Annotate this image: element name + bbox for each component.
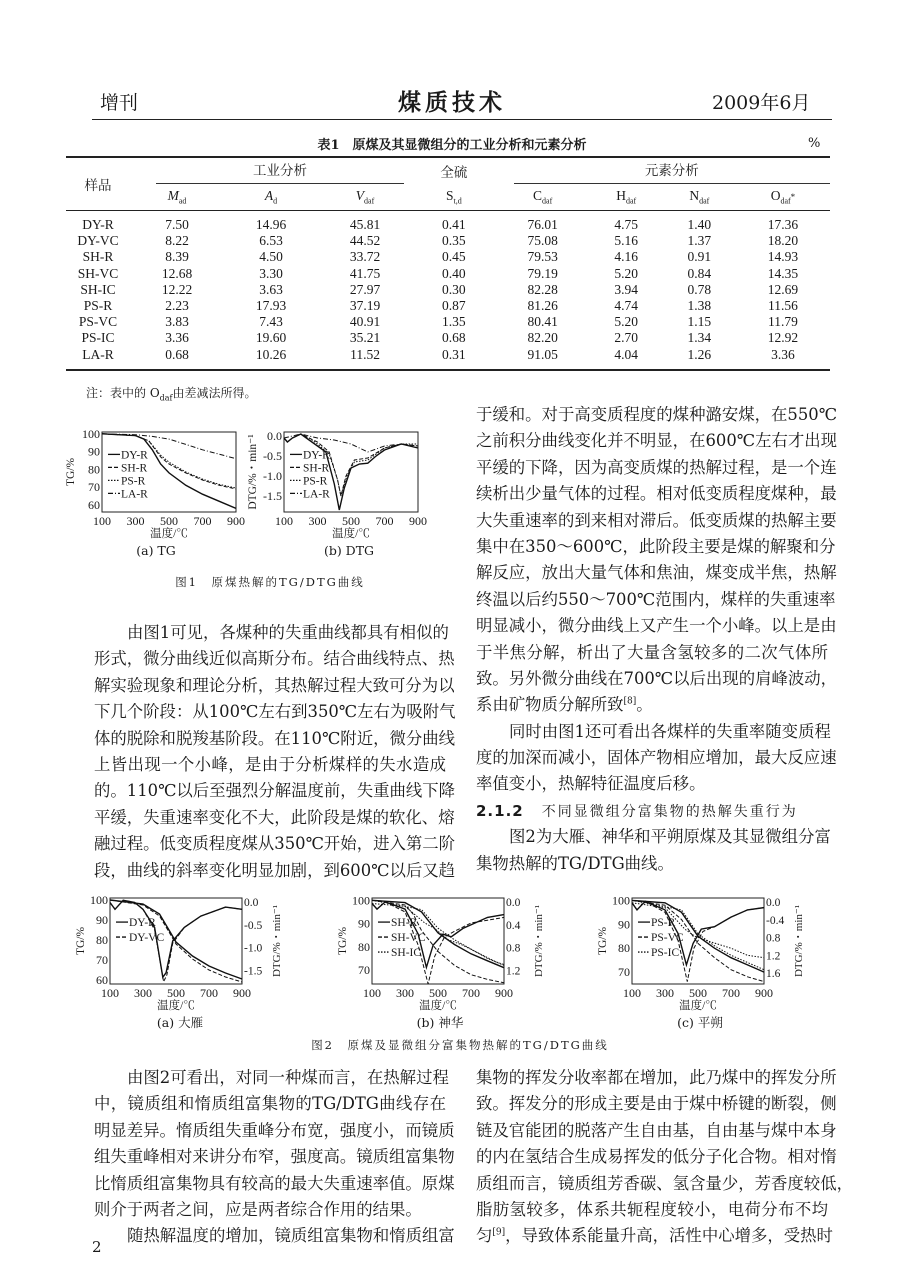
value-cell: 0.35	[442, 233, 466, 249]
x-axis-label: 温度/℃	[679, 1000, 717, 1012]
y-axis-label: DTG/%・min⁻¹	[247, 434, 259, 510]
table-title: 表1 原煤及其显微组分的工业分析和元素分析	[317, 138, 587, 153]
x-tick-label: 100	[363, 986, 381, 1000]
value-cell: 2.70	[614, 330, 639, 346]
text-line: 明显减小，微分曲线上又产生一个小峰。以上是由	[476, 616, 837, 636]
value-cell: 14.96	[255, 217, 287, 233]
y-tick-label: 70	[618, 965, 630, 980]
value-cell: 91.05	[496, 347, 590, 370]
sample-cell: PS-R	[83, 298, 113, 314]
x-tick-label: 700	[722, 986, 740, 1000]
value-cell: 4.50	[259, 249, 283, 265]
y-tick-label: 100	[82, 426, 100, 441]
value-cell: 4.04	[590, 347, 663, 370]
table-row	[66, 314, 830, 330]
fig2a-chart	[75, 890, 300, 1012]
sample-cell: SH-R	[82, 249, 114, 265]
column-symbol: A	[264, 188, 274, 204]
column-symbol: H	[616, 188, 626, 204]
table-row	[66, 211, 830, 234]
x-tick-label: 500	[689, 986, 707, 1000]
sample-cell: SH-VC	[77, 265, 119, 281]
text-line: 平缓的下降，因为高变质煤的热解过程，是一个连	[476, 457, 837, 477]
value-cell: 0.84	[687, 265, 712, 281]
column-header	[412, 184, 496, 211]
fig2c-subcaption: (c) 平朔	[677, 1015, 723, 1030]
text-line: 终温以后约550～700℃范围内，煤样的失重速率	[476, 589, 836, 609]
value-cell: 4.75	[614, 217, 639, 233]
y2-tick-label: -1.5	[244, 965, 263, 978]
value-cell: 10.26	[224, 347, 318, 370]
text-span: 匀	[476, 1226, 493, 1246]
value-cell: 40.91	[349, 314, 381, 330]
column-symbol: M	[167, 188, 179, 204]
legend-label: DY-VC	[129, 932, 165, 945]
running-header-left: 增刊	[100, 92, 139, 114]
legend-label: DY-R	[129, 917, 156, 930]
text-line: 组失重峰相对来讲分布窄，强度高。镜质组富集物	[94, 1147, 455, 1167]
text-line: 随热解温度的增加，镜质组富集物和惰质组富	[127, 1226, 455, 1246]
text-line: 续析出少量气体的过程。相对低变质程度煤种，最	[476, 484, 837, 504]
value-cell: 0.87	[442, 298, 466, 314]
fig2a-subcaption: (a) 大雁	[156, 1015, 204, 1030]
value-cell: 17.36	[767, 217, 799, 233]
text-line: 平缓，失重速率变化不大，此阶段是煤的软化、熔	[94, 807, 455, 827]
y-tick-label: 90	[618, 917, 630, 932]
value-cell: 8.39	[165, 249, 189, 265]
text-span: 系由矿物质分解所致	[476, 695, 624, 715]
text-line: 上皆出现一个小峰，是由于分析煤样的失水造成	[94, 754, 446, 774]
value-cell: 1.26	[663, 347, 736, 370]
y2-tick-label: 0.4	[506, 919, 521, 932]
text-line: 解反应，放出大量气体和焦油，煤变成半焦，热解	[476, 563, 837, 583]
text-line: 下几个阶段：从100℃左右到350℃左右为吸附气	[94, 702, 456, 722]
text-line	[476, 692, 828, 718]
legend-label: SH-R	[391, 917, 418, 930]
value-cell: 1.35	[442, 314, 466, 330]
fig1-caption: 图1 原煤热解的TG/DTG曲线	[175, 575, 365, 589]
text-line	[476, 1223, 833, 1249]
table-row	[66, 298, 830, 314]
x-tick-label: 100	[101, 986, 119, 1000]
value-cell: 4.16	[614, 249, 639, 265]
value-cell: 17.93	[255, 298, 287, 314]
text-line: 中，镜质组和惰质组富集物的TG/DTG曲线存在	[94, 1094, 446, 1114]
column-header	[663, 184, 736, 211]
sample-cell: SH-IC	[80, 281, 116, 297]
value-cell: 1.38	[687, 298, 712, 314]
x-axis-label: 温度/℃	[332, 528, 370, 540]
y-tick-label: 80	[88, 462, 100, 477]
text-span: 。	[636, 695, 653, 715]
value-cell: 76.01	[527, 217, 558, 233]
text-line: 集物热解的TG/DTG曲线。	[476, 853, 674, 873]
journal-title: 煤质技术	[398, 89, 506, 116]
y2-tick-label: 1.6	[766, 968, 781, 981]
table-row	[66, 249, 830, 265]
y-axis-label: TG/%	[75, 926, 87, 956]
section-number: 2.1.2	[476, 801, 524, 820]
table-row	[66, 282, 830, 298]
text-span: ，导致体系能量升高，活性中心增多，受热时	[505, 1226, 833, 1246]
y-tick-label: 100	[612, 893, 630, 908]
y2-tick-label: 1.2	[506, 965, 521, 978]
citation: [8]	[623, 696, 637, 707]
value-cell: 1.15	[687, 314, 712, 330]
table-row	[66, 330, 830, 346]
column-headers	[66, 184, 830, 211]
y2-tick-label: -0.4	[766, 914, 785, 927]
sample-cell: PS-VC	[78, 314, 118, 330]
legend-label: DY-R	[303, 449, 330, 462]
y2-tick-label: -1.0	[244, 942, 263, 955]
text-line: 于缓和。对于高变质程度的煤种潞安煤，在550℃	[476, 405, 838, 424]
table-note	[86, 384, 257, 402]
text-line: 集中在350～600℃，此阶段主要是煤的解聚和分	[476, 536, 836, 556]
text-line: 的内在氢结合生成易挥发的低分子化合物。相对惰	[476, 1147, 837, 1167]
value-cell: 7.43	[259, 314, 283, 330]
value-cell: 80.41	[527, 314, 558, 330]
text-line: 于半焦分解，析出了大量含氢较多的二次气体所	[476, 642, 828, 662]
x-tick-label: 100	[93, 514, 111, 528]
legend-label: DY-R	[121, 449, 148, 462]
x-tick-label: 900	[495, 986, 513, 1000]
y2-tick-label: 0.0	[244, 897, 259, 909]
value-cell: 12.22	[161, 281, 193, 297]
value-cell: 75.08	[527, 233, 558, 249]
fig1b-subcaption: (b) DTG	[323, 543, 375, 558]
text-line: 率值变小，热解特征温度后移。	[476, 774, 706, 794]
running-header-date: 2009年6月	[712, 92, 811, 114]
fig2b-chart	[337, 890, 562, 1012]
y2-axis-label: DTG/%・min⁻¹	[533, 904, 545, 978]
y-tick-label: 100	[352, 893, 370, 908]
y-tick-label: 70	[88, 480, 100, 495]
text-line: 融过程。低变质程度煤从350℃开始，进入第二阶	[94, 834, 456, 854]
text-line: 同时由图1还可看出各煤样的失重率随变质程	[509, 721, 831, 741]
value-cell: 82.28	[527, 281, 558, 297]
legend-label: LA-R	[303, 488, 330, 501]
text-line: 形式，微分曲线近似高斯分布。结合曲线特点、热	[94, 649, 455, 669]
value-cell: 14.35	[767, 265, 799, 281]
value-cell: 4.74	[614, 298, 639, 314]
x-tick-label: 700	[193, 514, 212, 528]
x-tick-label: 500	[167, 986, 185, 1000]
value-cell: 12.69	[767, 281, 799, 297]
x-tick-label: 300	[308, 514, 327, 528]
legend-label: SH-R	[303, 462, 330, 475]
sample-cell: DY-VC	[77, 233, 119, 249]
text-line: 的。110℃以后至强烈分解温度前，失重曲线下降	[94, 781, 456, 801]
column-header	[590, 184, 663, 211]
column-symbol: N	[689, 188, 700, 204]
legend-label: SH-IC	[391, 947, 422, 960]
fig1b-dtg-chart	[247, 422, 438, 540]
legend-label: SH-R	[121, 462, 148, 475]
value-cell: 35.21	[349, 330, 381, 346]
value-cell: 5.20	[614, 265, 639, 281]
y2-tick-label: 1.2	[766, 950, 781, 963]
column-symbol: V	[355, 188, 365, 204]
page-number: 2	[92, 1238, 102, 1256]
y-axis-label: TG/%	[65, 457, 77, 487]
x-tick-label: 300	[656, 986, 674, 1000]
y-tick-label: 80	[96, 933, 108, 947]
value-cell: 0.68	[442, 330, 466, 346]
y2-axis-label: DTG/%・min⁻¹	[793, 904, 805, 978]
x-tick-label: 100	[275, 514, 293, 528]
y-axis-label: TG/%	[337, 926, 349, 956]
sample-cell: LA-R	[66, 347, 130, 370]
fig2c-chart	[597, 890, 822, 1012]
value-cell: 14.93	[767, 249, 799, 265]
analysis-table	[66, 156, 830, 371]
y2-tick-label: -0.5	[244, 919, 263, 932]
text-line: 集物的挥发分收率都在增加，此乃煤中的挥发分所	[476, 1068, 837, 1087]
table-unit: %	[808, 136, 821, 151]
value-cell: 1.34	[687, 330, 712, 346]
value-cell: 27.97	[349, 281, 381, 297]
value-cell: 41.75	[349, 265, 381, 281]
table-body	[66, 211, 830, 370]
note-sub: daf	[159, 393, 173, 403]
x-tick-label: 700	[200, 986, 218, 1000]
value-cell: 45.81	[349, 217, 381, 233]
value-cell: 0.91	[687, 249, 712, 265]
text-line: 链及官能团的脱落产生自由基，自由基与煤中本身	[476, 1120, 837, 1140]
value-cell: 81.26	[527, 298, 558, 314]
x-tick-label: 900	[755, 986, 773, 1000]
value-cell: 12.68	[161, 265, 193, 281]
value-cell: 79.19	[527, 265, 558, 281]
text-line: 脂肪氢较多，体系共轭程度较小，电荷分布不均	[476, 1199, 828, 1219]
note-text: 注：表中的 O	[86, 386, 160, 400]
text-line: 体的脱除和脱羧基阶段。在110℃附近，微分曲线	[94, 728, 456, 748]
column-subscript: daf	[625, 196, 637, 206]
y-tick-label: 80	[618, 941, 630, 956]
legend-label: PS-VC	[651, 932, 684, 945]
legend-label: PS-IC	[651, 947, 680, 960]
text-line: 解实验现象和理论分析，其热解过程大致可分为以	[94, 675, 455, 695]
y-tick-label: 80	[358, 939, 370, 954]
group-proximate: 工业分析	[156, 159, 404, 184]
column-subscript: ad	[178, 196, 187, 206]
text-left-top	[94, 620, 456, 884]
text-line: 由图2可看出，对同一种煤而言，在热解过程	[127, 1068, 449, 1087]
column-subscript: d	[273, 196, 278, 206]
text-line: 段，曲线的斜率变化明显加剧，到600℃以后又趋	[94, 860, 456, 880]
y-tick-label: -1.5	[263, 489, 282, 503]
x-tick-label: 700	[462, 986, 480, 1000]
value-cell: 7.50	[165, 217, 189, 233]
y-tick-label: 60	[88, 497, 100, 512]
fig1a-tg-chart	[65, 422, 256, 540]
column-header	[224, 184, 318, 211]
group-ultimate: 元素分析	[514, 159, 830, 184]
value-cell: 0.68	[130, 347, 224, 370]
note-text-end: 由差减法所得。	[172, 386, 257, 400]
text-line: 度的加深而减小，固体产物相应增加，最大反应速	[476, 748, 837, 768]
value-cell: 3.36	[736, 347, 830, 370]
value-cell: 0.41	[442, 217, 466, 233]
value-cell: 3.83	[165, 314, 189, 330]
value-cell: 18.20	[767, 233, 799, 249]
y2-tick-label: 0.8	[766, 932, 781, 945]
value-cell: 0.78	[687, 281, 712, 297]
table-row	[66, 347, 830, 370]
col-sample: 样品	[66, 157, 130, 211]
y2-tick-label: 0.0	[506, 897, 521, 909]
value-cell: 11.79	[768, 314, 798, 330]
column-header	[318, 184, 412, 211]
table-row	[66, 266, 830, 282]
fig1a-subcaption: (a) TG	[136, 543, 176, 558]
x-tick-label: 900	[409, 514, 427, 528]
x-tick-label: 300	[126, 514, 145, 528]
value-cell: 0.30	[442, 281, 466, 297]
value-cell: 5.20	[614, 314, 639, 330]
value-cell: 19.60	[255, 330, 287, 346]
group-sulfur: 全硫	[412, 157, 496, 184]
y-tick-label: 90	[96, 913, 108, 927]
column-subscript: daf	[364, 196, 375, 206]
column-header	[130, 184, 224, 211]
value-cell: 44.52	[349, 233, 381, 249]
header-rule	[92, 119, 832, 120]
value-cell: 0.45	[442, 249, 466, 265]
x-tick-label: 300	[396, 986, 414, 1000]
citation: [9]	[492, 1227, 506, 1238]
y-tick-label: 60	[96, 973, 108, 987]
value-cell: 1.37	[687, 233, 712, 249]
x-tick-label: 900	[233, 986, 251, 1000]
x-tick-label: 500	[342, 514, 360, 528]
text-line: 致。另外微分曲线在700℃以后出现的肩峰波动，	[476, 668, 838, 688]
text-line: 由图1可见，各煤种的失重曲线都具有相似的	[127, 623, 449, 642]
fig2-caption: 图2 原煤及显微组分富集物热解的TG/DTG曲线	[311, 1038, 609, 1052]
y-tick-label: 90	[88, 444, 100, 459]
legend-label: SH-VC	[391, 932, 426, 945]
text-left-bottom	[94, 1065, 455, 1250]
x-tick-label: 100	[623, 986, 641, 1000]
section-heading	[476, 798, 828, 824]
text-line: 大失重速率的到来相对滞后。低变质煤的热解主要	[476, 510, 837, 530]
column-subscript: t,d	[453, 196, 462, 206]
column-header	[736, 184, 830, 211]
y2-axis-label: DTG/%・min⁻¹	[271, 904, 283, 978]
y-tick-label: 70	[96, 953, 108, 967]
y2-tick-label: 0.8	[506, 942, 521, 955]
value-cell: 82.20	[527, 330, 558, 346]
column-mark: *	[790, 192, 796, 203]
y-tick-label: 70	[358, 963, 370, 978]
text-line: 则介于两者之间，应是两者综合作用的结果。	[94, 1199, 422, 1219]
y-tick-label: 90	[358, 916, 370, 931]
legend-label: LA-R	[121, 488, 148, 501]
value-cell: 33.72	[349, 249, 381, 265]
value-cell: 37.19	[349, 298, 381, 314]
column-subscript: daf	[780, 196, 791, 206]
x-tick-label: 900	[227, 514, 245, 528]
sample-cell: PS-IC	[81, 330, 115, 346]
legend-label: PS-R	[121, 475, 146, 488]
value-cell: 3.30	[259, 265, 283, 281]
table-row	[66, 233, 830, 249]
column-header	[496, 184, 590, 211]
section-title: 不同显微组分富集物的热解失重行为	[541, 803, 798, 820]
text-line: 比惰质组富集物具有较高的最大失重速率值。原煤	[94, 1173, 455, 1193]
y-tick-label: -1.0	[263, 469, 282, 483]
legend-label: PS-R	[303, 475, 328, 488]
y-tick-label: -0.5	[263, 449, 282, 463]
y-axis-label: TG/%	[597, 926, 609, 956]
value-cell: 3.94	[614, 281, 639, 297]
value-cell: 11.56	[768, 298, 798, 314]
x-tick-label: 700	[375, 514, 394, 528]
text-line: 图2为大雁、神华和平朔原煤及其显微组分富	[509, 827, 831, 847]
text-right-bottom	[476, 1065, 853, 1250]
legend-label: PS-R	[651, 917, 676, 930]
y2-tick-label: 0.0	[766, 897, 781, 909]
x-axis-label: 温度/℃	[157, 1000, 195, 1012]
text-line: 致。挥发分的形成主要是由于煤中桥键的断裂，侧	[476, 1094, 837, 1114]
text-right-top	[476, 402, 838, 877]
text-line: 明显差异。惰质组失重峰分布宽，强度小，而镜质	[94, 1120, 455, 1140]
column-symbol: C	[533, 188, 543, 204]
column-subscript: daf	[699, 196, 710, 206]
value-cell: 3.63	[259, 281, 283, 297]
column-subscript: daf	[542, 196, 553, 206]
value-cell: 6.53	[259, 233, 283, 249]
value-cell: 12.92	[767, 330, 799, 346]
value-cell: 0.31	[412, 347, 496, 370]
sample-cell: DY-R	[82, 217, 114, 233]
x-tick-label: 500	[429, 986, 447, 1000]
fig2b-subcaption: (b) 神华	[416, 1015, 464, 1030]
text-line: 之前积分曲线变化并不明显，在600℃左右才出现	[476, 431, 838, 451]
text-line: 质组而言，镜质组芳香碳、氢含量少，芳香度较低，	[476, 1173, 853, 1193]
x-tick-label: 300	[134, 986, 152, 1000]
x-tick-label: 500	[160, 514, 178, 528]
value-cell: 11.52	[318, 347, 412, 370]
column-symbol: O	[770, 188, 781, 204]
value-cell: 3.36	[165, 330, 189, 346]
value-cell: 79.53	[527, 249, 558, 265]
value-cell: 0.40	[442, 265, 466, 281]
x-axis-label: 温度/℃	[150, 528, 188, 540]
value-cell: 8.22	[165, 233, 189, 249]
y-tick-label: 0.0	[267, 429, 282, 443]
y-tick-label: 100	[90, 893, 108, 907]
x-axis-label: 温度/℃	[419, 1000, 457, 1012]
value-cell: 5.16	[614, 233, 639, 249]
value-cell: 1.40	[687, 217, 712, 233]
column-symbol: S	[445, 188, 454, 204]
value-cell: 2.23	[165, 298, 189, 314]
